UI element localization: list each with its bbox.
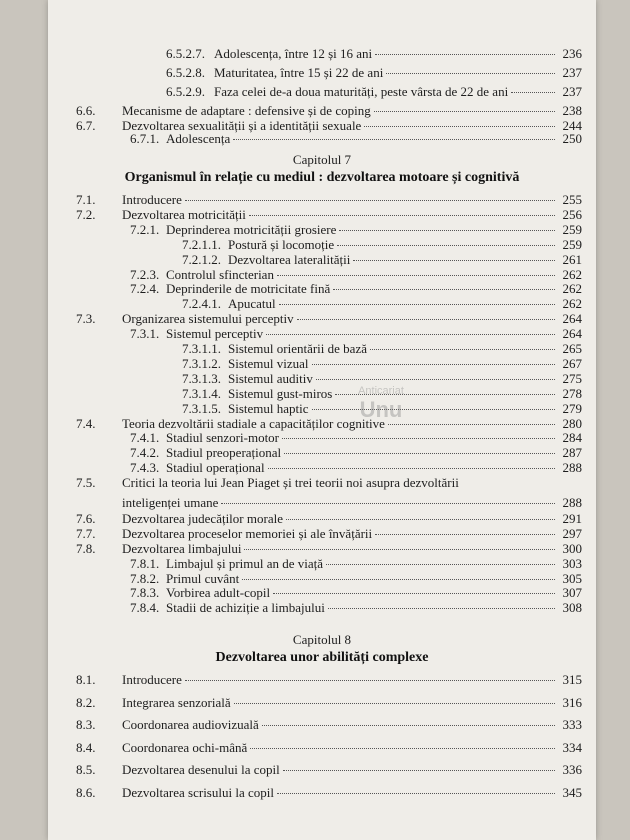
- toc-entry-page: 238: [562, 103, 582, 118]
- toc-entry: [130, 430, 582, 446]
- dot-leader: [250, 748, 555, 749]
- toc-entry: [130, 131, 582, 147]
- toc-entry-title: Dezvoltarea sexualității și a identității sexuale: [122, 118, 362, 133]
- toc-entry-page: 316: [562, 694, 582, 710]
- toc-entry-title: Stadiul senzori-motor: [166, 430, 280, 446]
- toc-entry-number: 7.4.1.: [130, 430, 160, 446]
- toc-entry-number: 7.2.4.1.: [182, 296, 221, 312]
- dot-leader: [277, 793, 555, 794]
- toc-entry-page: 303: [562, 555, 582, 571]
- toc-entry-number: 7.4.2.: [130, 445, 160, 461]
- dot-leader: [375, 534, 555, 535]
- toc-entry: [130, 585, 582, 601]
- dot-leader: [277, 275, 555, 276]
- toc-entry-page: 291: [562, 510, 582, 526]
- toc-entry-page: 305: [562, 570, 582, 586]
- toc-entry-title: Limbajul și primul an de viață: [166, 555, 324, 571]
- toc-entry: [130, 281, 582, 297]
- toc-entry-page: 333: [562, 717, 582, 732]
- toc-entry-title: Sistemul auditiv: [228, 370, 313, 386]
- toc-entry-number: 7.8.2.: [130, 570, 160, 586]
- dot-leader: [333, 289, 555, 290]
- toc-entry-page: 336: [562, 762, 582, 777]
- toc-entry: [76, 740, 582, 756]
- toc-entry-number: 7.4.3.: [130, 460, 160, 476]
- toc-entry: [76, 717, 582, 733]
- toc-entry-number: 7.3.1.: [130, 326, 160, 342]
- toc-entry-page: 267: [562, 355, 582, 371]
- toc-entry-title: Sistemul perceptiv: [166, 326, 264, 342]
- toc-entry: [130, 222, 582, 238]
- toc-entry-page: 264: [562, 311, 582, 327]
- toc-entry-number: 8.2.: [76, 694, 96, 710]
- toc-entry: [182, 341, 582, 357]
- toc-entry: [130, 326, 582, 342]
- dot-leader: [233, 139, 555, 140]
- toc-entry-page: 259: [562, 221, 582, 237]
- toc-entry-number: 7.3.1.1.: [182, 341, 221, 356]
- toc-entry: [130, 600, 582, 616]
- toc-entry-title: Coordonarea ochi-mână: [122, 739, 248, 755]
- dot-leader: [374, 111, 555, 112]
- toc-entry-number: 7.6.: [76, 510, 96, 526]
- toc-entry-number: 7.3.1.2.: [182, 355, 221, 371]
- toc-entry-page: 250: [562, 131, 582, 146]
- toc-entry-number: 7.3.: [76, 311, 96, 327]
- toc-entry: [76, 762, 582, 778]
- toc-entry-title: Faza celei de-a doua maturități, peste vârsta de 22 de ani: [214, 84, 509, 99]
- toc-entry-title: Integrarea senzorială: [122, 694, 231, 710]
- toc-entry: [166, 65, 582, 81]
- toc-entry-title: Deprinderile de motricitate fină: [166, 281, 331, 297]
- dot-leader: [388, 424, 555, 425]
- watermark: [306, 385, 456, 423]
- toc-entry-number: 7.2.: [76, 206, 96, 222]
- toc-entry-title: Sistemul haptic: [228, 400, 309, 416]
- chapter-8-label: Capitolul 8: [292, 632, 352, 647]
- dot-leader: [286, 519, 555, 520]
- toc-entry: [76, 192, 582, 208]
- toc-entry-page: 259: [562, 236, 582, 252]
- toc-entry-page: 264: [562, 326, 582, 342]
- toc-entry-page: 255: [562, 192, 582, 207]
- toc-entry: [182, 296, 582, 312]
- dot-leader: [244, 549, 555, 550]
- toc-entry-number: 6.5.2.9.: [166, 84, 205, 99]
- dot-leader: [326, 564, 555, 565]
- dot-leader: [185, 200, 555, 201]
- toc-entry-page: 308: [562, 600, 582, 616]
- toc-entry: [76, 672, 582, 688]
- toc-entry: [76, 207, 582, 223]
- toc-entry-page: 262: [562, 296, 582, 312]
- toc-entry-title-continued: inteligenței umane: [122, 495, 219, 511]
- dot-leader: [262, 725, 555, 726]
- toc-entry-title: Apucatul: [228, 296, 276, 312]
- toc-entry-page: 265: [562, 341, 582, 356]
- toc-entry-number: 8.3.: [76, 717, 96, 732]
- toc-entry-page: 262: [562, 281, 582, 297]
- dot-leader: [221, 503, 555, 504]
- toc-entry-title: Critici la teoria lui Jean Piaget și trei teorii noi asupra dezvoltării: [122, 475, 459, 491]
- toc-entry-number: 6.5.2.7.: [166, 46, 205, 61]
- toc-entry-title: Stadiul preoperațional: [166, 445, 282, 461]
- toc-entry: [130, 556, 582, 572]
- toc-entry-page: 287: [562, 445, 582, 461]
- dot-leader: [339, 230, 555, 231]
- book-page: [48, 0, 596, 840]
- toc-entry-title: Introducere: [122, 672, 182, 687]
- watermark-line-1: Anticariat: [358, 385, 404, 397]
- toc-entry-number: 7.2.1.: [130, 221, 160, 237]
- toc-entry-number: 7.3.1.3.: [182, 370, 221, 386]
- toc-entry-page: 256: [562, 206, 582, 222]
- toc-entry-number: 7.5.: [76, 475, 96, 491]
- dot-leader: [282, 438, 555, 439]
- toc-entry-number: 7.1.: [76, 192, 96, 207]
- dot-leader: [268, 468, 555, 469]
- toc-entry-title: Stadii de achiziție a limbajului: [166, 600, 325, 616]
- dot-leader: [249, 215, 555, 216]
- toc-entry: [182, 356, 582, 372]
- dot-leader: [370, 349, 555, 350]
- toc-entry-number: 7.7.: [76, 525, 96, 541]
- dot-leader: [234, 703, 555, 704]
- toc-entry-title: Dezvoltarea judecăților morale: [122, 510, 283, 526]
- dot-leader: [284, 453, 555, 454]
- toc-entry-page: 315: [562, 672, 582, 687]
- toc-entry-title: Adolescența, între 12 și 16 ani: [214, 46, 373, 61]
- toc-entry-page: 288: [562, 495, 582, 511]
- toc-entry-number: 7.3.1.4.: [182, 385, 221, 401]
- dot-leader: [375, 54, 555, 55]
- toc-entry-title: Teoria dezvoltării stadiale a capacităților cognitive: [122, 415, 385, 431]
- toc-entry-page: 237: [562, 65, 582, 80]
- toc-entry: [182, 252, 582, 268]
- toc-entry-page: 279: [562, 400, 582, 416]
- chapter-7-label: Capitolul 7: [292, 152, 352, 167]
- toc-entry-title: Dezvoltarea motricității: [122, 206, 246, 222]
- toc-entry-page: 300: [562, 540, 582, 556]
- toc-entry-title: Dezvoltarea desenului la copil: [122, 762, 280, 777]
- dot-leader: [386, 73, 555, 74]
- dot-leader: [279, 304, 555, 305]
- toc-entry-page: 284: [562, 430, 582, 446]
- toc-entry: [130, 460, 582, 476]
- toc-entry-number: 6.7.: [76, 118, 96, 133]
- toc-entry-title: Sistemul orientării de bază: [228, 341, 367, 356]
- toc-entry-number: 8.1.: [76, 672, 96, 687]
- toc-entry-title: Dezvoltarea lateralității: [228, 251, 351, 267]
- toc-entry-title: Postură și locomoție: [228, 236, 335, 252]
- dot-leader: [297, 319, 555, 320]
- chapter-7-title: Organismul în relație cu mediul : dezvoltarea motoare și cognitivă: [124, 170, 520, 185]
- toc-entry: [76, 526, 582, 542]
- toc-entry-title: Dezvoltarea limbajului: [122, 540, 242, 556]
- watermark-line-2: Unu: [359, 397, 403, 422]
- toc-entry-number: 7.8.1.: [130, 555, 160, 571]
- dot-leader: [328, 608, 555, 609]
- toc-entry-number: 7.4.: [76, 415, 96, 431]
- toc-entry-page: 244: [562, 118, 582, 133]
- toc-entry: [130, 445, 582, 461]
- toc-entry: [166, 46, 582, 62]
- toc-entry-number: 6.7.1.: [130, 131, 160, 146]
- toc-entry-title: Sistemul vizual: [228, 355, 309, 371]
- toc-entry-page: 237: [562, 84, 582, 99]
- chapter-8-title: Dezvoltarea unor abilități complexe: [215, 650, 429, 665]
- toc-entry: [130, 267, 582, 283]
- dot-leader: [312, 364, 555, 365]
- toc-entry: [76, 311, 582, 327]
- toc-entry-title: Sistemul gust-miros: [228, 385, 333, 401]
- toc-entry-page: 345: [562, 784, 582, 800]
- toc-entry: [76, 475, 582, 491]
- toc-entry-page: 307: [562, 585, 582, 601]
- toc-entry-page: 262: [562, 266, 582, 282]
- toc-entry-title: Stadiul operațional: [166, 460, 265, 476]
- dot-leader: [242, 579, 555, 580]
- dot-leader: [266, 334, 555, 335]
- toc-entry-title: Controlul sfincterian: [166, 266, 274, 282]
- toc-entry: [76, 785, 582, 801]
- toc-entry-title: Mecanisme de adaptare : defensive și de coping: [122, 103, 371, 118]
- toc-entry-page: 288: [562, 460, 582, 476]
- toc-entry-number: 7.2.3.: [130, 266, 160, 282]
- toc-entry-page: 261: [562, 251, 582, 267]
- toc-entry-title: Primul cuvânt: [166, 570, 240, 586]
- toc-entry-title: Adolescența: [166, 131, 231, 146]
- dot-leader: [511, 92, 555, 93]
- toc-entry-number: 7.8.3.: [130, 585, 160, 601]
- dot-leader: [316, 379, 555, 380]
- dot-leader: [353, 260, 555, 261]
- toc-entry-number: 7.8.: [76, 540, 96, 556]
- toc-entry-number: 6.6.: [76, 103, 96, 118]
- toc-entry-number: 7.3.1.5.: [182, 400, 221, 416]
- toc-entry-page: 297: [562, 525, 582, 541]
- toc-entry: [76, 511, 582, 527]
- dot-leader: [273, 593, 555, 594]
- dot-leader: [337, 245, 555, 246]
- toc-entry-number: 7.2.1.1.: [182, 236, 221, 252]
- toc-entry-page: 334: [562, 739, 582, 755]
- toc-entry-page: 275: [562, 370, 582, 386]
- toc-entry: [130, 571, 582, 587]
- toc-entry: [76, 695, 582, 711]
- toc-entry-number: 6.5.2.8.: [166, 65, 205, 80]
- toc-entry-title: Dezvoltarea proceselor memoriei și ale învățării: [122, 525, 373, 541]
- toc-entry-title: Maturitatea, între 15 și 22 de ani: [214, 65, 384, 80]
- toc-entry-page: 236: [562, 46, 582, 61]
- toc-entry-number: 8.6.: [76, 784, 96, 800]
- toc-entry-title: Organizarea sistemului perceptiv: [122, 311, 294, 327]
- toc-entry-number: 8.5.: [76, 762, 96, 777]
- toc-entry-title: Vorbirea adult-copil: [166, 585, 271, 601]
- toc-entry-number: 7.2.1.2.: [182, 251, 221, 267]
- dot-leader: [185, 680, 555, 681]
- toc-entry: [76, 103, 582, 119]
- toc-entry-number: 8.4.: [76, 739, 96, 755]
- dot-leader: [364, 126, 555, 127]
- toc-entry-page: 280: [562, 415, 582, 431]
- toc-entry: [166, 84, 582, 100]
- toc-entry-title: Deprinderea motricității grosiere: [166, 221, 337, 237]
- toc-entry: [182, 237, 582, 253]
- toc-entry-number: 7.8.4.: [130, 600, 160, 616]
- toc-entry: [122, 495, 582, 511]
- dot-leader: [283, 770, 555, 771]
- toc-entry-page: 278: [562, 385, 582, 401]
- toc-entry-title: Coordonarea audiovizuală: [122, 717, 259, 732]
- toc-entry-number: 7.2.4.: [130, 281, 160, 297]
- toc-entry-title: Dezvoltarea scrisului la copil: [122, 784, 274, 800]
- toc-entry-title: Introducere: [122, 192, 182, 207]
- toc-entry: [76, 541, 582, 557]
